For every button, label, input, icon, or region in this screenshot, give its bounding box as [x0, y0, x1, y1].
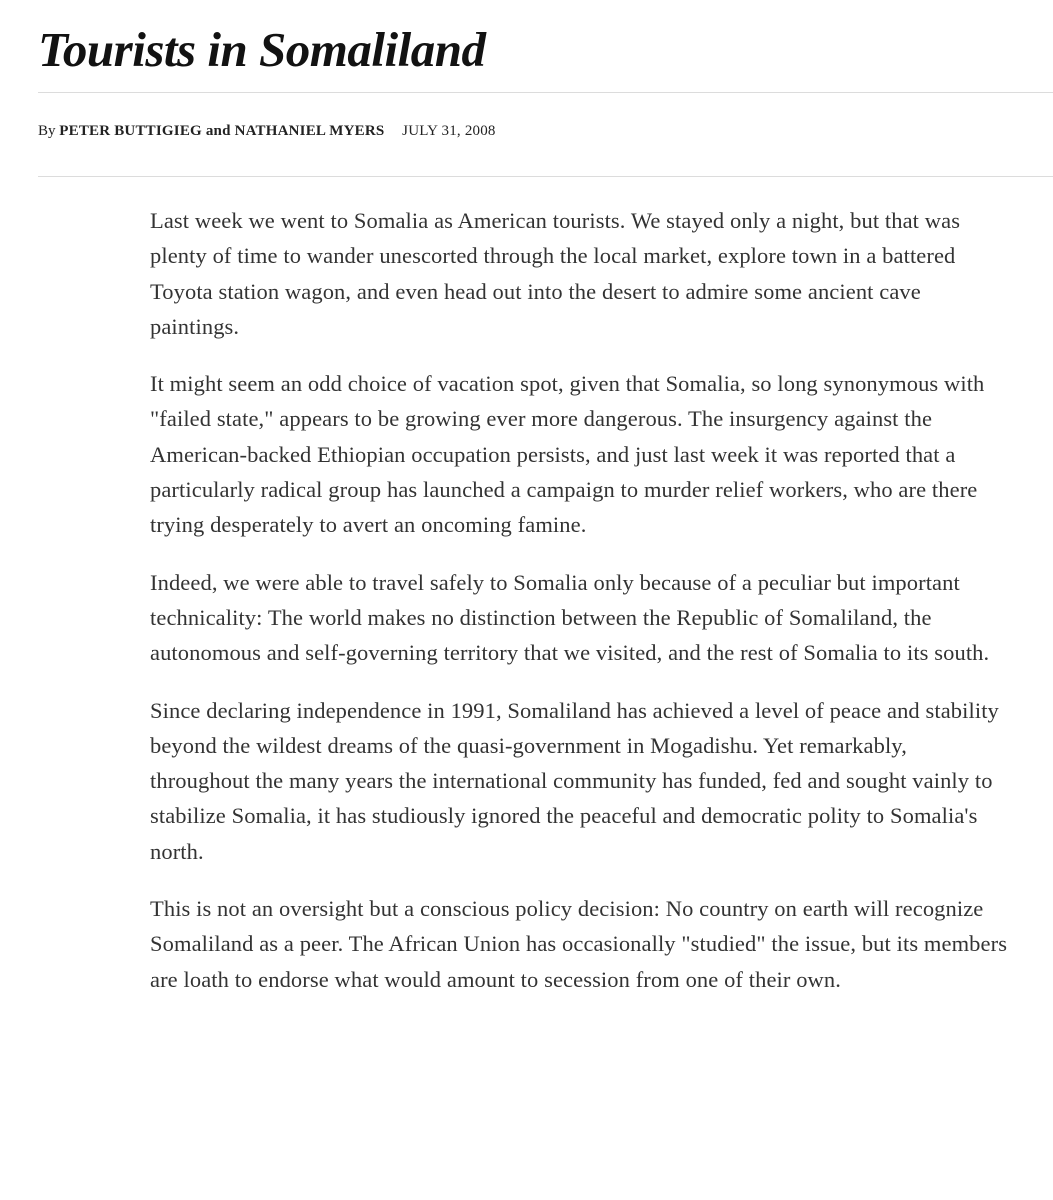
article-paragraph: Last week we went to Somalia as American tourists. We stayed only a night, but that was plenty of time to wander unescorted through the local market, explore town in a battered Toyota station wagon, and even head out into the desert to admire some ancient cave paintings. [150, 208, 961, 339]
headline-divider [38, 92, 1053, 93]
article-body [150, 203, 1012, 1019]
article-paragraph: Since declaring independence in 1991, Somaliland has achieved a level of peace and stability beyond the wildest dreams of the quasi-government in Mogadishu. Yet remarkably, throughout the many years the international community has funded, fed and sought vainly to stabilize Somalia, it has studiously ignored the peaceful and democratic polity to Somalia's north. [150, 697, 999, 864]
byline-divider [38, 176, 1053, 177]
article-paragraph: This is not an oversight but a conscious policy decision: No country on earth will recognize Somaliland as a peer. The African Union has occasionally "studied" the issue, but its members are loath to endorse what would amount to secession from one of their own. [150, 896, 1008, 992]
byline-prefix: By [38, 123, 56, 139]
byline-authors: PETER BUTTIGIEG and NATHANIEL MYERS [59, 123, 385, 139]
article-headline: Tourists in Somaliland [38, 22, 486, 77]
article-paragraph: It might seem an odd choice of vacation spot, given that Somalia, so long synonymous with "failed state," appears to be growing ever more dangerous. The insurgency against the American-backed Ethiopian occupation persists, and just last week it was reported that a particularly radical group has launched a campaign to murder relief workers, who are there trying desperately to avert an oncoming famine. [150, 371, 985, 538]
byline [38, 122, 496, 140]
article-paragraph: Indeed, we were able to travel safely to Somalia only because of a peculiar but important technicality: The world makes no distinction between the Republic of Somaliland, the autonomous and self-governing territory that we visited, and the rest of Somalia to its south. [150, 569, 990, 666]
byline-date: JULY 31, 2008 [402, 123, 496, 139]
